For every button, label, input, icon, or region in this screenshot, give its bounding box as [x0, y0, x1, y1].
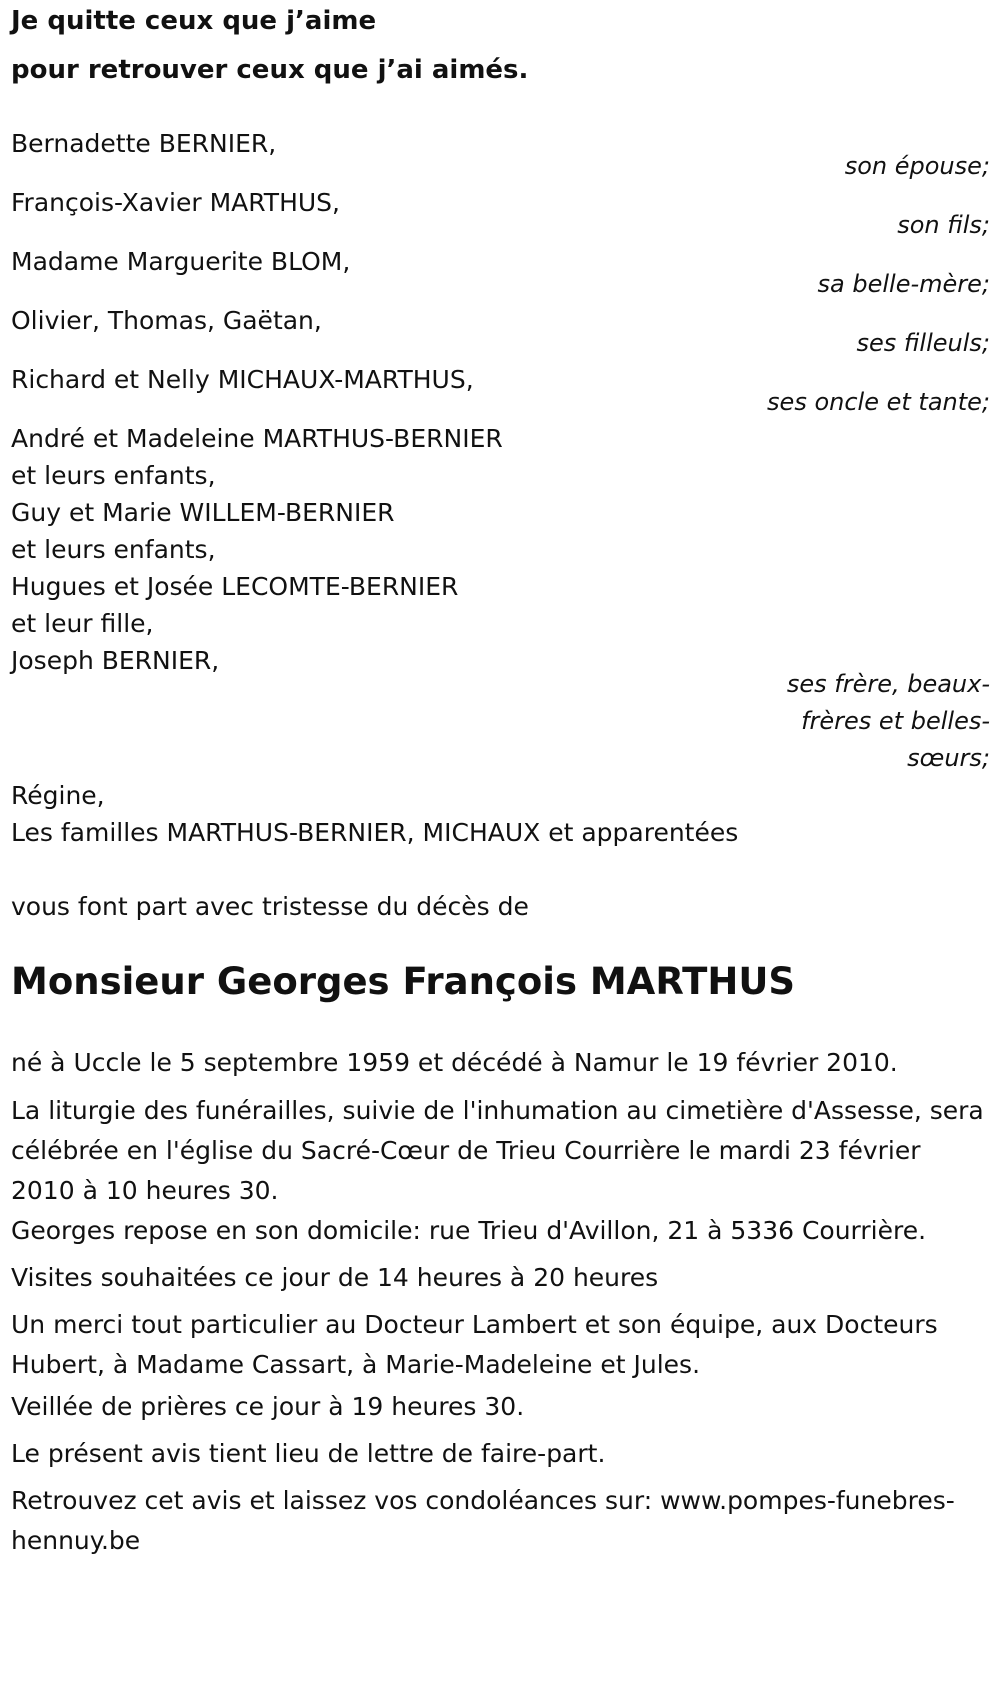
family-role-uncle-aunt: ses oncle et tante;	[767, 388, 990, 416]
deceased-name: Monsieur Georges François MARTHUS	[11, 960, 796, 1003]
sibling-line: Guy et Marie WILLEM-BERNIER	[11, 498, 395, 527]
others-line-2: Les familles MARTHUS-BERNIER, MICHAUX et apparentées	[11, 818, 739, 847]
detail-thanks: Un merci tout particulier au Docteur Lambert et son équipe, aux Docteurs Hubert, à Madame Cassart, à Marie-Madeleine et Jules.	[11, 1310, 938, 1379]
sibling-line: et leur fille,	[11, 609, 154, 638]
detail-condolences: Retrouvez cet avis et laissez vos condoléances sur: www.pompes-funebres-hennuy.be	[11, 1486, 955, 1555]
siblings-role-line-2: frères et belles-	[801, 707, 990, 735]
verse-line-2: pour retrouver ceux que j’ai aimés.	[11, 55, 529, 85]
family-role-mother-in-law: sa belle-mère;	[817, 270, 990, 298]
detail-notice: Le présent avis tient lieu de lettre de faire-part.	[11, 1439, 606, 1468]
sibling-line: et leurs enfants,	[11, 535, 216, 564]
sibling-line: Hugues et Josée LECOMTE-BERNIER	[11, 572, 459, 601]
detail-vigil: Veillée de prières ce jour à 19 heures 30.	[11, 1392, 525, 1421]
verse-line-1: Je quitte ceux que j’aime	[11, 6, 377, 36]
sibling-line: André et Madeleine MARTHUS-BERNIER	[11, 424, 503, 453]
family-name-godchildren: Olivier, Thomas, Gaëtan,	[11, 306, 322, 335]
detail-visits: Visites souhaitées ce jour de 14 heures à 20 heures	[11, 1263, 659, 1292]
family-name-son: François-Xavier MARTHUS,	[11, 188, 340, 217]
siblings-role-line-1: ses frère, beaux-	[786, 670, 990, 698]
detail-funeral: La liturgie des funérailles, suivie de l'inhumation au cimetière d'Assesse, sera célébrée en l'église du Sacré-Cœur de Trieu Courrière le mardi 23 février 2010 à 10 heures 30.	[11, 1096, 984, 1205]
family-name-mother-in-law: Madame Marguerite BLOM,	[11, 247, 351, 276]
family-name-spouse: Bernadette BERNIER,	[11, 129, 277, 158]
others-line-1: Régine,	[11, 781, 105, 810]
detail-birth-death: né à Uccle le 5 septembre 1959 et décédé à Namur le 19 février 2010.	[11, 1048, 898, 1077]
sibling-line: et leurs enfants,	[11, 461, 216, 490]
family-role-spouse: son épouse;	[844, 152, 990, 180]
announcement-text: vous font part avec tristesse du décès de	[11, 892, 529, 921]
family-role-son: son fils;	[897, 211, 990, 239]
siblings-role-line-3: sœurs;	[907, 744, 990, 772]
family-name-uncle-aunt: Richard et Nelly MICHAUX-MARTHUS,	[11, 365, 474, 394]
detail-resting-place: Georges repose en son domicile: rue Trieu d'Avillon, 21 à 5336 Courrière.	[11, 1216, 927, 1245]
family-role-godchildren: ses filleuls;	[856, 329, 990, 357]
sibling-line: Joseph BERNIER,	[11, 646, 220, 675]
